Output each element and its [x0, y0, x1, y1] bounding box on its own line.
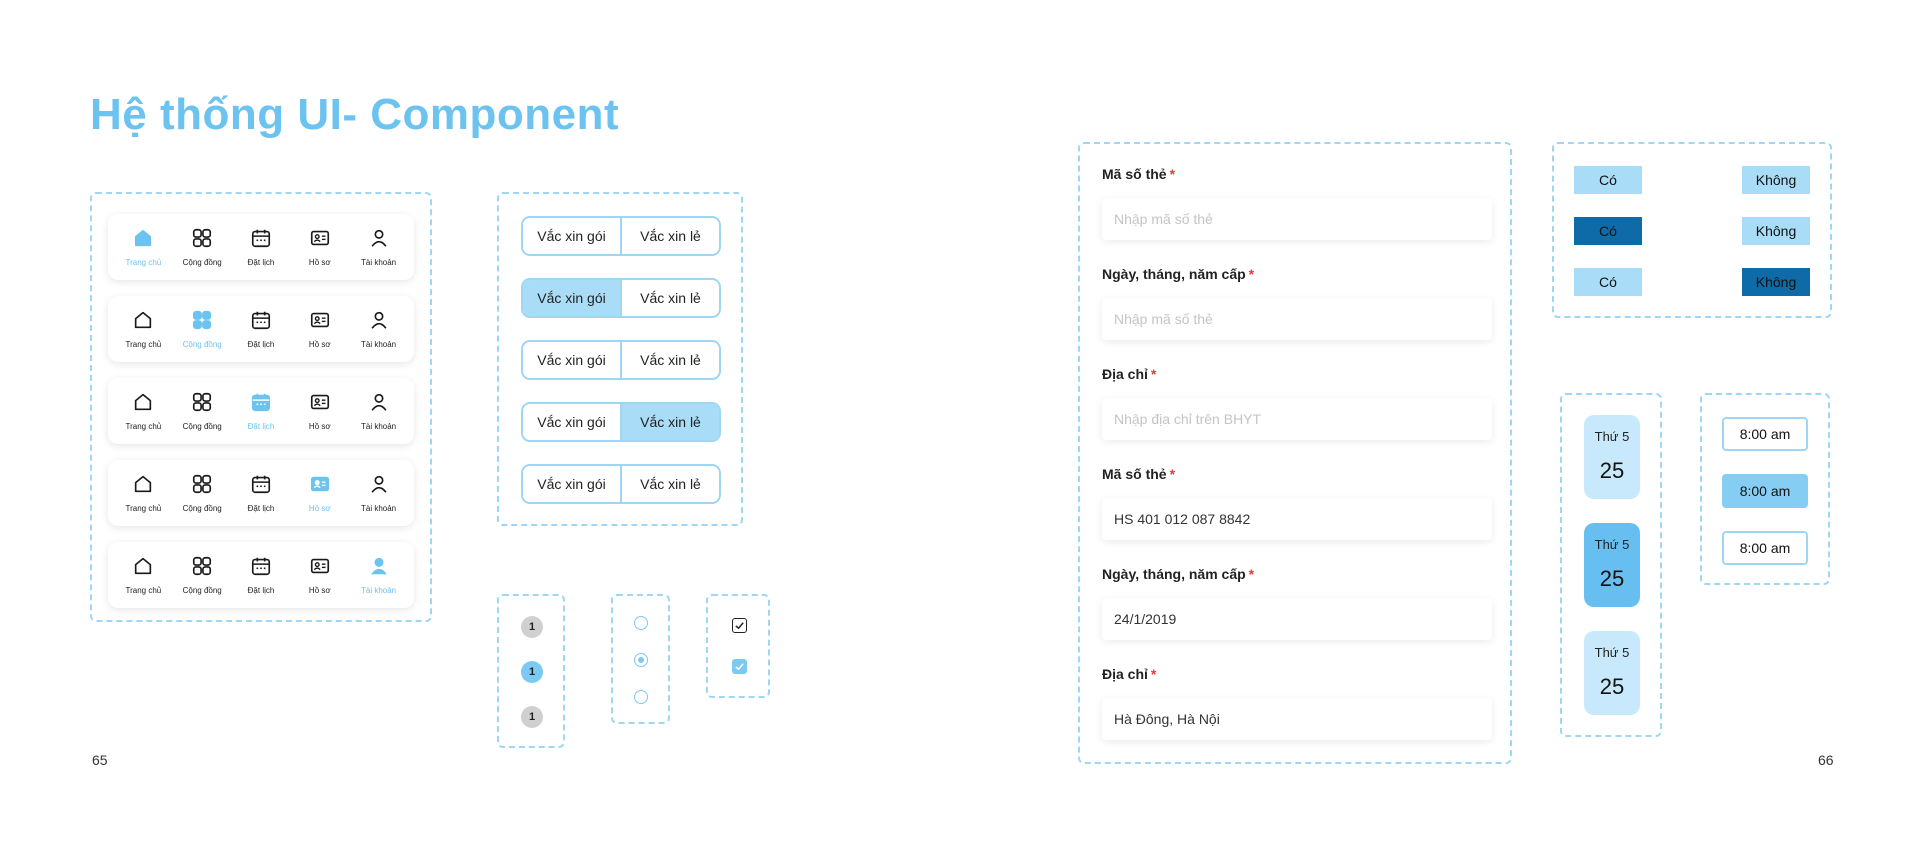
segment-single-vaccine[interactable]: Vắc xin lẻ — [620, 466, 719, 502]
nav-label: Đặt lịch — [247, 504, 275, 513]
nav-label: Tài khoản — [361, 422, 397, 431]
nav-item-1[interactable] — [173, 473, 231, 513]
home-icon — [132, 227, 154, 254]
nav-item-3[interactable] — [291, 391, 349, 431]
segmented-control — [521, 402, 721, 442]
bottom-nav-variants — [90, 192, 432, 622]
required-mark: * — [1169, 466, 1176, 482]
nav-item-4[interactable] — [350, 555, 408, 595]
text-input[interactable]: Nhập mã số thẻ — [1102, 198, 1492, 240]
check-icon — [734, 620, 745, 631]
time-slot[interactable]: 8:00 am — [1722, 531, 1808, 565]
nav-item-4[interactable] — [350, 227, 408, 267]
day-of-week: Thứ 5 — [1594, 429, 1630, 444]
home-icon — [132, 555, 154, 582]
nav-label: Đặt lịch — [247, 586, 275, 595]
user-icon — [368, 227, 390, 254]
day-of-week: Thứ 5 — [1594, 537, 1630, 552]
no-button[interactable]: Không — [1742, 217, 1810, 245]
day-of-week: Thứ 5 — [1594, 645, 1630, 660]
yes-button[interactable]: Có — [1574, 268, 1642, 296]
calendar-icon — [250, 473, 272, 500]
field-label-text: Ngày, tháng, năm cấp — [1102, 266, 1246, 282]
time-slot-selected[interactable]: 8:00 am — [1722, 474, 1808, 508]
step-number-active[interactable]: 1 — [521, 661, 543, 683]
segment-single-vaccine[interactable]: Vắc xin lẻ — [620, 280, 719, 316]
page-title: Hệ thống UI- Component — [90, 90, 620, 139]
nav-item-4[interactable] — [350, 309, 408, 349]
grid-icon — [191, 391, 213, 418]
yes-no-toggle-variants — [1552, 142, 1832, 318]
nav-item-3[interactable] — [291, 309, 349, 349]
checkbox-group — [706, 594, 770, 698]
radio-button-selected[interactable] — [634, 653, 648, 667]
nav-label: Hồ sơ — [308, 340, 331, 349]
nav-item-0[interactable] — [114, 555, 172, 595]
nav-label: Hồ sơ — [308, 586, 331, 595]
user-icon — [368, 473, 390, 500]
field-label — [1102, 266, 1488, 284]
day-number: 25 — [1599, 674, 1625, 699]
nav-label: Trang chủ — [125, 586, 162, 595]
required-mark: * — [1169, 166, 1176, 182]
segmented-control — [521, 216, 721, 256]
nav-label: Cộng đồng — [182, 586, 222, 595]
segment-package-vaccine[interactable]: Vắc xin gói — [523, 280, 620, 316]
grid-icon — [191, 227, 213, 254]
nav-item-2[interactable] — [232, 309, 290, 349]
required-mark: * — [1248, 266, 1255, 282]
nav-item-0[interactable] — [114, 391, 172, 431]
date-chip[interactable] — [1584, 631, 1640, 715]
text-input[interactable]: Nhập mã số thẻ — [1102, 298, 1492, 340]
user-icon — [368, 391, 390, 418]
nav-label: Cộng đồng — [182, 422, 222, 431]
nav-item-3[interactable] — [291, 227, 349, 267]
field-label — [1102, 166, 1488, 184]
nav-item-2[interactable] — [232, 473, 290, 513]
nav-label: Trang chủ — [125, 258, 162, 267]
day-number: 25 — [1599, 566, 1625, 591]
step-number[interactable]: 1 — [521, 616, 543, 638]
profile-card-icon — [309, 227, 331, 254]
user-icon — [368, 309, 390, 336]
nav-item-1[interactable] — [173, 309, 231, 349]
date-chip-selected[interactable] — [1584, 523, 1640, 607]
nav-item-2[interactable] — [232, 227, 290, 267]
yes-button[interactable]: Có — [1574, 166, 1642, 194]
profile-card-icon — [309, 555, 331, 582]
nav-label: Tài khoản — [361, 258, 397, 267]
field-label — [1102, 366, 1488, 384]
nav-label: Đặt lịch — [247, 422, 275, 431]
calendar-icon — [250, 391, 272, 418]
calendar-icon — [250, 227, 272, 254]
nav-label: Tài khoản — [361, 504, 397, 513]
profile-card-icon — [309, 391, 331, 418]
nav-item-0[interactable] — [114, 473, 172, 513]
field-label-text: Mã số thẻ — [1102, 466, 1167, 482]
required-mark: * — [1150, 366, 1157, 382]
nav-label: Trang chủ — [125, 340, 162, 349]
text-input[interactable]: Nhập địa chỉ trên BHYT — [1102, 398, 1492, 440]
nav-item-0[interactable] — [114, 309, 172, 349]
radio-button[interactable] — [634, 690, 648, 704]
field-label — [1102, 666, 1488, 684]
nav-label: Cộng đồng — [182, 340, 222, 349]
step-number[interactable]: 1 — [521, 706, 543, 728]
field-label-text: Địa chỉ — [1102, 666, 1148, 682]
segmented-control — [521, 278, 721, 318]
user-icon — [368, 555, 390, 582]
field-label-text: Ngày, tháng, năm cấp — [1102, 566, 1246, 582]
segmented-control — [521, 340, 721, 380]
home-icon — [132, 309, 154, 336]
form-field-variants — [1078, 142, 1512, 764]
nav-item-3[interactable] — [291, 473, 349, 513]
bottom-nav-bar — [108, 542, 414, 608]
nav-label: Hồ sơ — [308, 258, 331, 267]
segment-package-vaccine[interactable]: Vắc xin gói — [537, 414, 606, 430]
nav-label: Trang chủ — [125, 422, 162, 431]
nav-item-4[interactable] — [350, 391, 408, 431]
nav-label: Đặt lịch — [247, 258, 275, 267]
time-slot-variants — [1700, 393, 1830, 585]
segmented-control-variants — [497, 192, 743, 526]
calendar-icon — [250, 309, 272, 336]
segment-single-vaccine[interactable]: Vắc xin lẻ — [620, 404, 719, 440]
nav-label: Hồ sơ — [308, 422, 331, 431]
segment-single-vaccine[interactable]: Vắc xin lẻ — [620, 342, 719, 378]
nav-label: Cộng đồng — [182, 504, 222, 513]
checkbox[interactable] — [732, 618, 747, 633]
nav-label: Tài khoản — [361, 586, 397, 595]
text-input[interactable]: 24/1/2019 — [1102, 598, 1492, 640]
grid-icon — [191, 473, 213, 500]
nav-item-3[interactable] — [291, 555, 349, 595]
required-mark: * — [1248, 566, 1255, 582]
text-input[interactable]: Hà Đông, Hà Nội — [1102, 698, 1492, 740]
page-number-right: 66 — [1818, 752, 1834, 768]
nav-item-1[interactable] — [173, 555, 231, 595]
segment-package-vaccine[interactable]: Vắc xin gói — [537, 476, 606, 492]
nav-item-1[interactable] — [173, 227, 231, 267]
grid-icon — [191, 309, 213, 336]
profile-card-icon — [309, 473, 331, 500]
radio-group — [611, 594, 670, 724]
nav-item-0[interactable] — [114, 227, 172, 267]
field-label-text: Mã số thẻ — [1102, 166, 1167, 182]
profile-card-icon — [309, 309, 331, 336]
nav-item-4[interactable] — [350, 473, 408, 513]
segment-package-vaccine[interactable]: Vắc xin gói — [537, 228, 606, 244]
no-button[interactable]: Không — [1742, 166, 1810, 194]
date-picker-variants — [1560, 393, 1662, 737]
bottom-nav-bar — [108, 378, 414, 444]
text-input[interactable]: HS 401 012 087 8842 — [1102, 498, 1492, 540]
nav-item-2[interactable] — [232, 391, 290, 431]
nav-item-2[interactable] — [232, 555, 290, 595]
home-icon — [132, 391, 154, 418]
check-icon — [734, 661, 745, 672]
time-slot[interactable]: 8:00 am — [1722, 417, 1808, 451]
date-chip[interactable] — [1584, 415, 1640, 499]
nav-label: Hồ sơ — [308, 504, 331, 513]
nav-item-1[interactable] — [173, 391, 231, 431]
nav-label: Đặt lịch — [247, 340, 275, 349]
nav-label: Tài khoản — [361, 340, 397, 349]
nav-label: Trang chủ — [125, 504, 162, 513]
checkbox-checked[interactable] — [732, 659, 747, 674]
bottom-nav-bar — [108, 296, 414, 362]
segment-package-vaccine[interactable]: Vắc xin gói — [537, 352, 606, 368]
radio-button[interactable] — [634, 616, 648, 630]
home-icon — [132, 473, 154, 500]
bottom-nav-bar — [108, 214, 414, 280]
step-indicator-group — [497, 594, 565, 748]
required-mark: * — [1150, 666, 1157, 682]
no-button-selected[interactable]: Không — [1742, 268, 1810, 296]
segment-single-vaccine[interactable]: Vắc xin lẻ — [620, 218, 719, 254]
field-label — [1102, 466, 1488, 484]
day-number: 25 — [1599, 458, 1625, 483]
nav-label: Cộng đồng — [182, 258, 222, 267]
segmented-control — [521, 464, 721, 504]
page-number-left: 65 — [92, 752, 108, 768]
calendar-icon — [250, 555, 272, 582]
bottom-nav-bar — [108, 460, 414, 526]
field-label — [1102, 566, 1488, 584]
grid-icon — [191, 555, 213, 582]
field-label-text: Địa chỉ — [1102, 366, 1148, 382]
yes-button-selected[interactable]: Có — [1574, 217, 1642, 245]
